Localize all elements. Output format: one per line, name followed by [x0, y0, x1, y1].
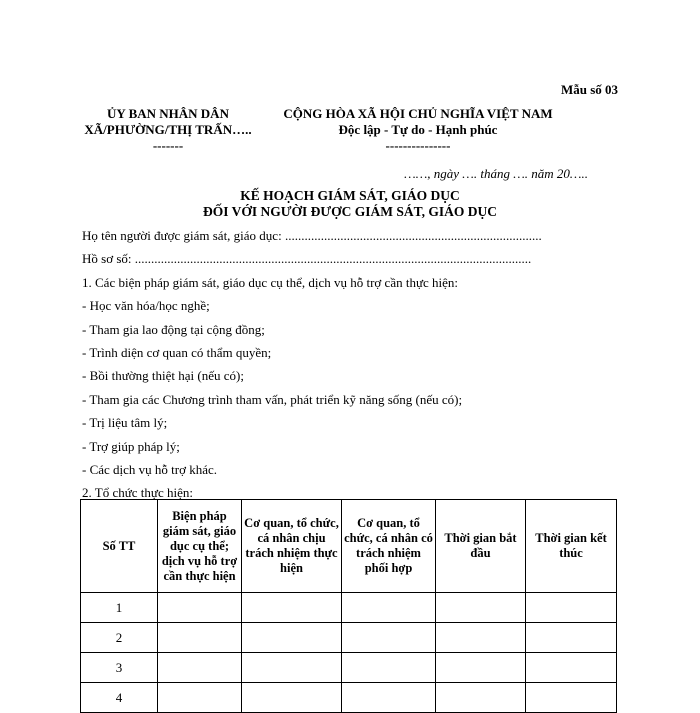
table-cell: [342, 653, 436, 683]
body-line: 1. Các biện pháp giám sát, giáo dục cụ thể, dịch vụ hỗ trợ cần thực hiện:: [82, 274, 459, 290]
body-line: Họ tên người được giám sát, giáo dục: ...............................................................................: [82, 228, 542, 243]
body-line: - Tham gia lao động tại cộng đồng;: [82, 321, 265, 337]
date-line: ……, ngày …. tháng …. năm 20…..: [404, 166, 588, 181]
table-cell: [242, 593, 342, 623]
row-number: 2: [81, 623, 158, 653]
body-line: - Trợ giúp pháp lý;: [82, 438, 180, 454]
national-header: [268, 106, 568, 154]
document-body: [82, 228, 622, 509]
table-cell: [526, 593, 617, 623]
agency-header: [68, 106, 268, 154]
title-line-1: KẾ HOẠCH GIÁM SÁT, GIÁO DỤC: [240, 188, 460, 203]
body-line: - Tham gia các Chương trình tham vấn, phát triển kỹ năng sống (nếu có);: [82, 391, 463, 407]
table-cell: [526, 623, 617, 653]
body-line: - Trình diện cơ quan có thẩm quyền;: [82, 344, 272, 360]
table-cell: [158, 623, 242, 653]
title-line-2: ĐỐI VỚI NGƯỜI ĐƯỢC GIÁM SÁT, GIÁO DỤC: [202, 204, 497, 219]
implementation-table: [80, 499, 617, 713]
column-header: Thời gian kết thúc: [526, 500, 617, 593]
table-cell: [436, 653, 526, 683]
column-header: Cơ quan, tổ chức, cá nhân có trách nhiệm phối hợp: [342, 500, 436, 593]
body-line: - Các dịch vụ hỗ trợ khác.: [82, 461, 218, 477]
body-line: - Trị liệu tâm lý;: [82, 415, 168, 431]
nation-divider: ---------------: [385, 138, 451, 153]
table-row: [81, 593, 617, 623]
nation-name: CỘNG HÒA XÃ HỘI CHỦ NGHĨA VIỆT NAM: [283, 106, 553, 121]
table-row: [81, 623, 617, 653]
table-cell: [242, 623, 342, 653]
body-line: Hồ sơ số: ..........................................................................................................................: [82, 251, 532, 267]
table-cell: [158, 683, 242, 713]
table-cell: [436, 623, 526, 653]
table-row: [81, 683, 617, 713]
column-header: Biện pháp giám sát, giáo dục cụ thể; dịch vụ hỗ trợ cần thực hiện: [158, 500, 242, 593]
agency-line-1: ỦY BAN NHÂN DÂN: [107, 106, 229, 121]
table-cell: [436, 683, 526, 713]
table-header-row: [81, 500, 617, 593]
table-cell: [242, 683, 342, 713]
column-header: Cơ quan, tổ chức, cá nhân chịu trách nhiệm thực hiện: [242, 500, 342, 593]
nation-motto: Độc lập - Tự do - Hạnh phúc: [338, 122, 498, 137]
agency-divider: -------: [152, 138, 184, 153]
table-cell: [242, 653, 342, 683]
table-cell: [158, 653, 242, 683]
table-row: [81, 653, 617, 683]
table-cell: [342, 683, 436, 713]
agency-line-2: XÃ/PHƯỜNG/THỊ TRẤN…..: [84, 122, 252, 137]
table-cell: [158, 593, 242, 623]
body-line: - Học văn hóa/học nghề;: [82, 298, 210, 314]
body-line: - Bồi thường thiệt hại (nếu có);: [82, 368, 244, 384]
table-cell: [526, 653, 617, 683]
column-header: Số TT: [81, 500, 158, 593]
table-cell: [342, 623, 436, 653]
document-title: [0, 188, 700, 220]
column-header: Thời gian bắt đầu: [436, 500, 526, 593]
row-number: 3: [81, 653, 158, 683]
table-cell: [526, 683, 617, 713]
row-number: 1: [81, 593, 158, 623]
table-cell: [342, 593, 436, 623]
form-number: Mẫu số 03: [560, 82, 618, 97]
table-cell: [436, 593, 526, 623]
row-number: 4: [81, 683, 158, 713]
body-line: 2. Tổ chức thực hiện:: [82, 485, 193, 501]
